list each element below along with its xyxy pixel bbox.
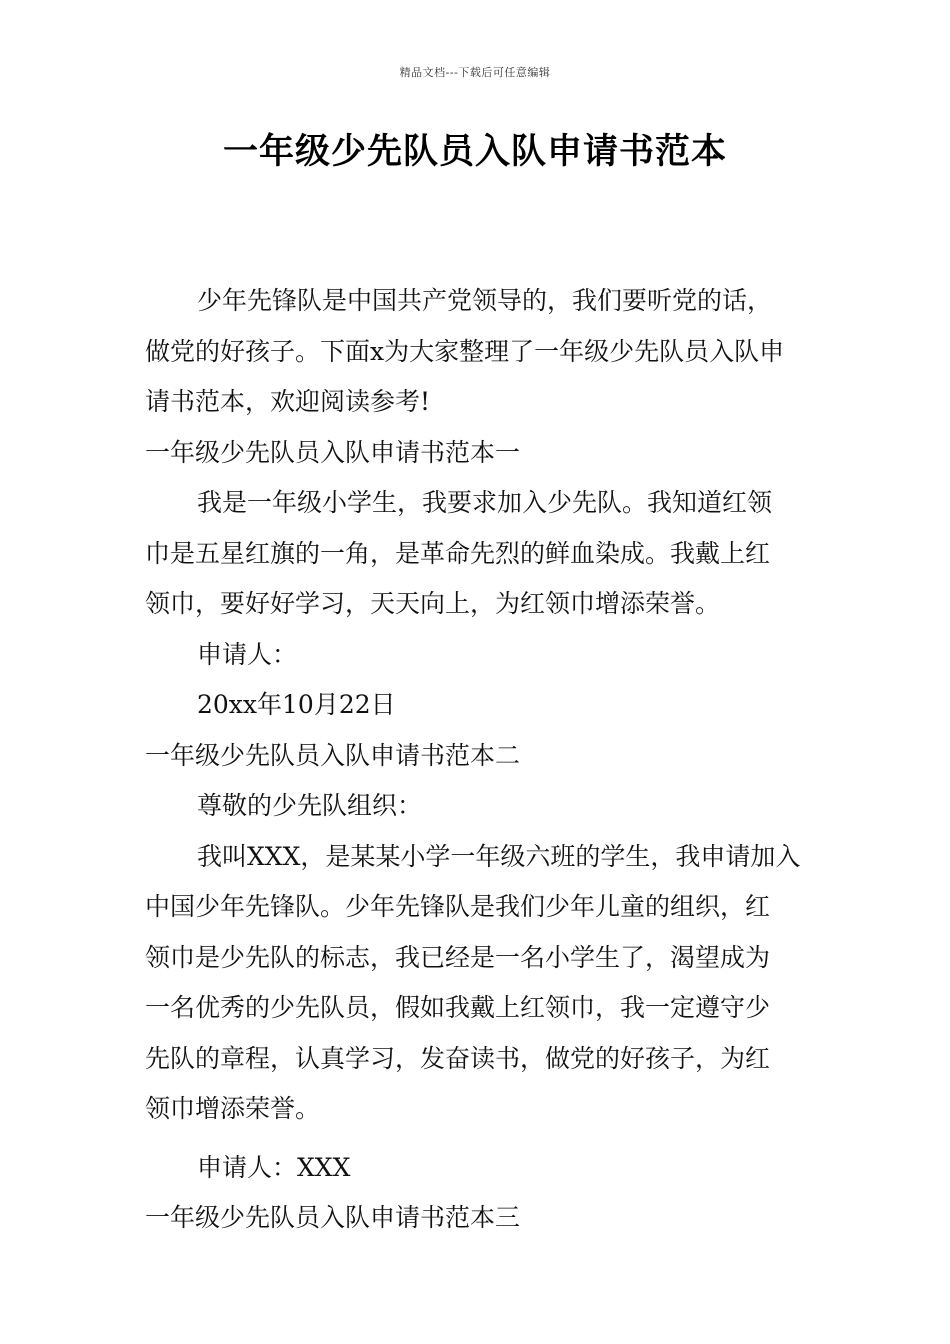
intro-line-2: 做党的好孩子。下面x为大家整理了一年级少先队员入队申 xyxy=(145,336,785,366)
section2-salutation: 尊敬的少先队组织： xyxy=(197,791,423,820)
document-body xyxy=(145,276,810,1244)
section1-date: 20xx年10月22日 xyxy=(197,690,396,719)
section1-heading: 一年级少先队员入队申请书范本一 xyxy=(145,437,521,467)
header-note: 精品文档---下载后可任意编辑 xyxy=(399,66,551,79)
intro-line-1: 少年先锋队是中国共产党领导的，我们要听党的话， xyxy=(197,286,773,315)
section1-applicant: 申请人： xyxy=(197,639,298,669)
section1-line-2: 巾是五星红旗的一角，是革命先烈的鲜血染成。我戴上红 xyxy=(145,538,771,568)
section1-line-3: 领巾，要好好学习，天天向上，为红领巾增添荣誉。 xyxy=(145,589,721,618)
intro-paragraph xyxy=(145,276,810,428)
section2-paragraph xyxy=(145,832,810,1135)
section1-line-1: 我是一年级小学生，我要求加入少先队。我知道红领 xyxy=(197,488,773,517)
document-title: 一年级少先队员入队申请书范本 xyxy=(222,132,727,172)
intro-line-3: 请书范本，欢迎阅读参考! xyxy=(145,387,431,416)
section2-heading: 一年级少先队员入队申请书范本二 xyxy=(145,740,521,770)
section1-paragraph xyxy=(145,478,810,630)
section2-line-3: 领巾是少先队的标志，我已经是一名小学生了，渴望成为 xyxy=(145,942,771,972)
section2-line-2: 中国少年先锋队。少年先锋队是我们少年儿童的组织，红 xyxy=(145,892,771,921)
section2-line-1: 我叫XXX，是某某小学一年级六班的学生，我申请加入 xyxy=(197,841,801,871)
section2-line-4: 一名优秀的少先队员，假如我戴上红领巾，我一定遵守少 xyxy=(145,993,771,1022)
section2-line-5: 先队的章程，认真学习，发奋读书，做党的好孩子，为红 xyxy=(145,1043,771,1073)
section2-line-6: 领巾增添荣誉。 xyxy=(145,1094,321,1123)
section3-heading: 一年级少先队员入队申请书范本三 xyxy=(145,1203,521,1232)
section2-applicant: 申请人：XXX xyxy=(197,1152,351,1182)
